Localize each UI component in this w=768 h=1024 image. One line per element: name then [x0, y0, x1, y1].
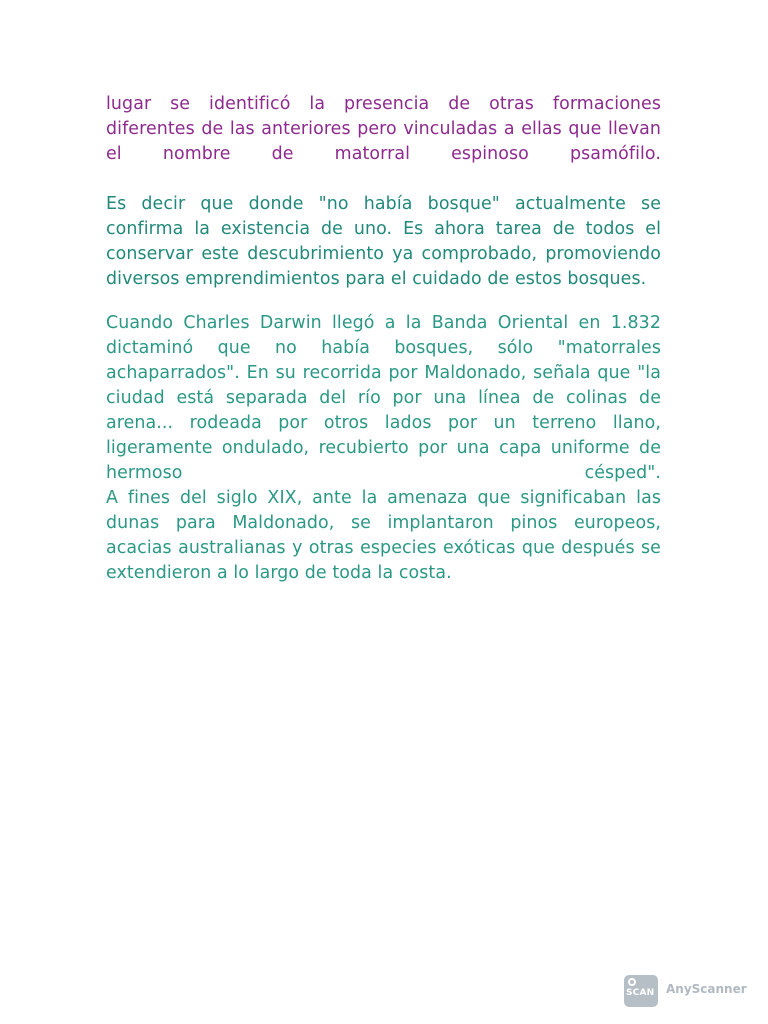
paragraph-text-siglo-xix: A fines del siglo XIX, ante la amenaza que significaban las dunas para Maldonado, se implantaron pinos europeos, acacias australianas y otras especies exóticas que después se extendieron a lo largo de toda la costa. [106, 488, 661, 583]
paragraph-bosque [106, 192, 661, 292]
scanner-logo-icon [624, 975, 658, 1007]
scanner-logo-text: SCAN [626, 988, 655, 998]
scanner-brand-watermark: AnyScanner [666, 982, 747, 996]
camera-ring-icon [628, 978, 636, 986]
paragraph-text: lugar se identificó la presencia de otras formaciones diferentes de las anteriores pero vinculadas a ellas que llevan el nombre de matorral espinoso psamófilo. [106, 94, 661, 164]
paragraph-darwin [106, 311, 661, 586]
paragraph-text-darwin: Cuando Charles Darwin llegó a la Banda Oriental en 1.832 dictaminó que no había bosques, sólo "matorrales achaparrados". En su recorrida por Maldonado, señala que "la ciudad está separada del río por una línea de colinas de arena... rodeada por otros lados por un terreno llano, ligeramente ondulado, recubierto por una capa uniforme de hermoso césped". [106, 313, 661, 483]
paragraph-matorral [106, 92, 661, 167]
paragraph-text: Es decir que donde "no había bosque" actualmente se confirma la existencia de uno. Es ahora tarea de todos el conservar este descubrimiento ya comprobado, promoviendo diversos emprendimientos para el cuidado de estos bosques. [106, 194, 661, 289]
